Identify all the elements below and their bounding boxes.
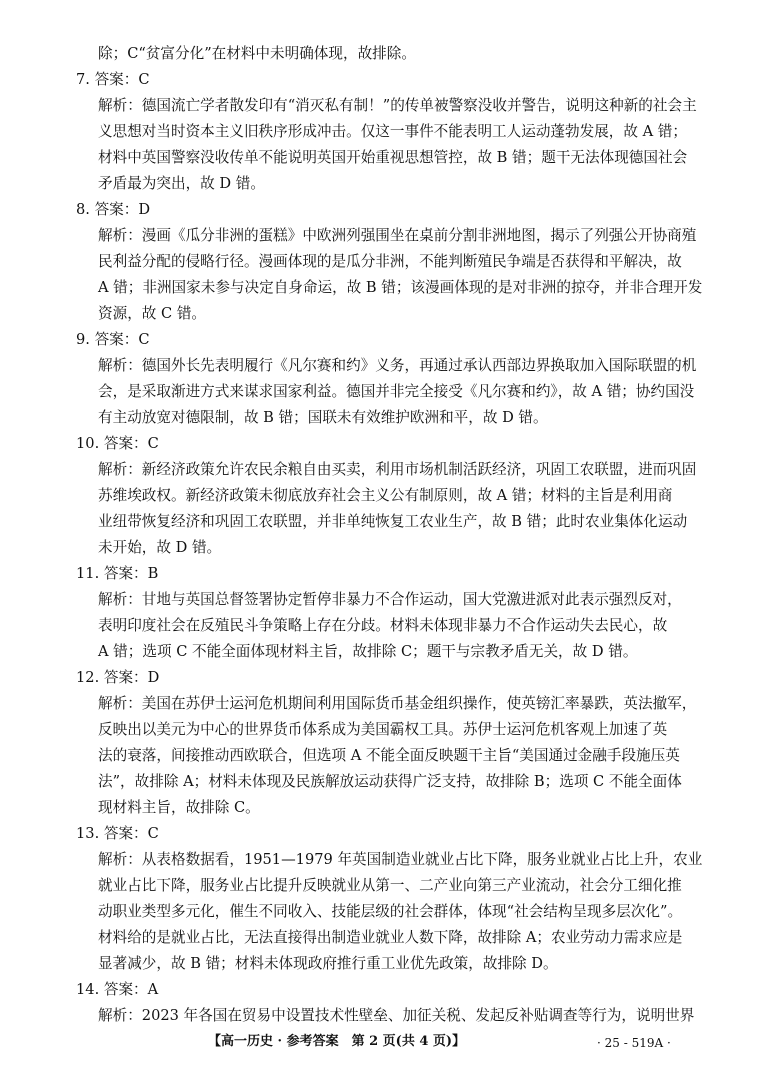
explanation-line: 显著减少，故 B 错；材料未体现政府推行重工业优先政策，故排除 D。	[98, 955, 558, 972]
explanation-line: 就业占比下降，服务业占比提升反映就业从第一、二产业向第三产业流动，社会分工细化推	[98, 877, 682, 894]
explanation-line: 反映出以美元为中心的世界货币体系成为美国霸权工具。苏伊士运河危机客观上加速了英	[98, 721, 668, 738]
explanation-line: 义思想对当时资本主义旧秩序形成冲击。仅这一事件不能表明工人运动蓬勃发展，故 A 错；	[98, 123, 687, 140]
explanation-line: 法”，故排除 A；材料未体现及民族解放运动获得广泛支持，故排除 B；选项 C 不能全面体	[98, 773, 682, 790]
explanation-line: 有主动放宽对德限制，故 B 错；国联未有效维护欧洲和平，故 D 错。	[98, 409, 548, 426]
explanation-line: 业纽带恢复经济和巩固工农联盟，并非单纯恢复工农业生产，故 B 错；此时农业集体化运动	[98, 513, 688, 530]
text-line: 除；C“贫富分化”在材料中未明确体现，故排除。	[98, 45, 416, 62]
page-footer: 【高一历史 · 参考答案 第 2 页(共 4 页)】	[208, 1034, 466, 1049]
question-answer: 9. 答案：C	[76, 331, 150, 348]
explanation-line: 矛盾最为突出，故 D 错。	[98, 175, 265, 192]
explanation-line: 资源，故 C 错。	[98, 305, 207, 322]
question-answer: 10. 答案：C	[76, 435, 159, 452]
question-answer: 8. 答案：D	[76, 201, 151, 218]
explanation-line: 未开始，故 D 错。	[98, 539, 222, 556]
explanation-line: 解析：美国在苏伊士运河危机期间利用国际货币基金组织操作，使英镑汇率暴跌，英法撤军，	[98, 695, 697, 712]
explanation-line: 材料中英国警察没收传单不能说明英国开始重视思想管控，故 B 错；题干无法体现德国社会	[98, 149, 688, 166]
explanation-line: 会，是采取渐进方式来谋求国家利益。德国并非完全接受《凡尔赛和约》，故 A 错；协约国没	[98, 383, 695, 400]
question-answer: 7. 答案：C	[76, 71, 150, 88]
explanation-line: 法的衰落，间接推动西欧联合，但选项 A 不能全面反映题干主旨“美国通过金融手段施压英	[98, 747, 680, 764]
explanation-line: A 错；选项 C 不能全面体现材料主旨，故排除 C；题干与宗教矛盾无关，故 D 错。	[98, 643, 638, 660]
explanation-line: 民利益分配的侵略行径。漫画体现的是瓜分非洲，不能判断殖民争端是否获得和平解决，故	[98, 253, 682, 270]
document-code: · 25 - 519A ·	[597, 1036, 671, 1050]
explanation-line: 表明印度社会在反殖民斗争策略上存在分歧。材料未体现非暴力不合作运动失去民心，故	[98, 617, 668, 634]
explanation-line: 材料给的是就业占比，无法直接得出制造业就业人数下降，故排除 A；农业劳动力需求应是	[98, 929, 683, 946]
explanation-line: 解析：漫画《瓜分非洲的蛋糕》中欧洲列强围坐在桌前分割非洲地图，揭示了列强公开协商殖	[98, 227, 697, 244]
explanation-line: 解析：新经济政策允许农民余粮自由买卖，利用市场机制活跃经济，巩固工农联盟，进而巩固	[98, 461, 697, 478]
explanation-line: A 错；非洲国家未参与决定自身命运，故 B 错；该漫画体现的是对非洲的掠夺，并非合理开发	[98, 279, 703, 296]
question-answer: 12. 答案：D	[76, 669, 160, 686]
question-answer: 13. 答案：C	[76, 825, 159, 842]
question-answer: 14. 答案：A	[76, 981, 159, 998]
explanation-line: 解析：德国流亡学者散发印有“消灭私有制！”的传单被警察没收并警告，说明这种新的社会主	[98, 97, 697, 114]
explanation-line: 动职业类型多元化，催生不同收入、技能层级的社会群体，体现“社会结构呈现多层次化”。	[98, 903, 683, 920]
explanation-line: 解析：德国外长先表明履行《凡尔赛和约》义务，再通过承认西部边界换取加入国际联盟的机	[98, 357, 697, 374]
explanation-line: 解析：从表格数据看，1951—1979 年英国制造业就业占比下降，服务业就业占比上升，农业	[98, 851, 703, 868]
explanation-line: 现材料主旨，故排除 C。	[98, 799, 260, 816]
explanation-line: 解析：2023 年各国在贸易中设置技术性壁垒、加征关税、发起反补贴调查等行为，说明世界	[98, 1007, 695, 1024]
explanation-line: 苏维埃政权。新经济政策未彻底放弃社会主义公有制原则，故 A 错；材料的主旨是利用商	[98, 487, 673, 504]
explanation-line: 解析：甘地与英国总督签署协定暂停非暴力不合作运动，国大党激进派对此表示强烈反对，	[98, 591, 682, 608]
question-answer: 11. 答案：B	[76, 565, 159, 582]
